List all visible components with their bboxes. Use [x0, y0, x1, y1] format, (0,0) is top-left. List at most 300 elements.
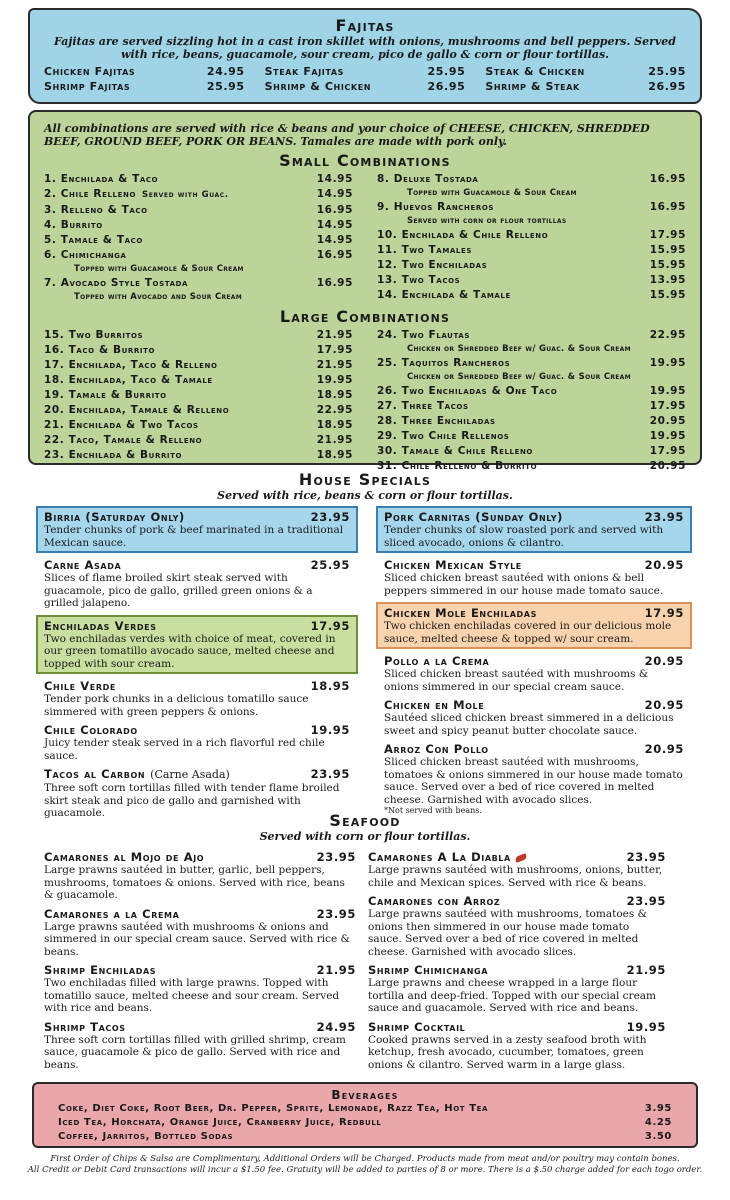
large-combos-right-column: [377, 328, 686, 474]
footer-line-2: All Credit or Debit Card transactions will incur a $1.50 fee. Gratuity will be added to parties of 8 or more. There is a $.50 charge added for each togo order.: [27, 1165, 703, 1175]
combo-price: 19.95: [316, 374, 353, 386]
item-price: 23.95: [316, 850, 356, 864]
combo-item: [44, 388, 353, 403]
item-name-text: Shrimp Chimichanga: [368, 963, 489, 977]
item-header: [44, 850, 356, 864]
combo-name: [44, 248, 313, 263]
combo-price: 21.95: [316, 329, 353, 341]
beverage-row: [58, 1102, 672, 1116]
item-price: 21.95: [316, 963, 356, 977]
combo-name: [377, 258, 646, 273]
combo-subnote: Chicken or Shredded Beef w/ Guac. & Sour Cream: [407, 372, 631, 382]
fajitas-panel: [28, 8, 702, 104]
combo-price: 18.95: [316, 389, 353, 401]
combo-item: [44, 276, 353, 291]
house-specials-left-column: [44, 506, 350, 825]
combo-note: Served with Guac.: [142, 190, 229, 200]
item-price: 23.95: [310, 510, 350, 524]
item-footnote: *Not served with beans.: [384, 806, 482, 815]
item-header: [368, 850, 666, 864]
item-name-text: Chicken Mexican Style: [384, 558, 522, 572]
seafood-left-column: [44, 850, 356, 1076]
combo-price: 22.95: [316, 404, 353, 416]
combo-item: [377, 172, 686, 187]
menu-item: [485, 64, 686, 79]
item-name: [44, 963, 309, 977]
item-header: [384, 558, 684, 572]
menu-item: [44, 723, 350, 762]
item-name: [384, 558, 637, 572]
combo-name: [377, 288, 646, 303]
menu-item: [384, 742, 684, 815]
item-price: 26.95: [648, 80, 686, 93]
item-header: [384, 654, 684, 668]
menu-item: [376, 602, 692, 649]
item-name: Steak Fajitas: [264, 65, 344, 78]
menu-item: [376, 506, 692, 553]
item-name: [44, 619, 303, 633]
combo-name-text: 5. Tamale & Taco: [44, 234, 143, 246]
combo-price: 19.95: [649, 385, 686, 397]
item-description: Juicy tender steak served in a rich flavorful red chile sauce.: [44, 737, 325, 762]
combo-item: [44, 218, 353, 233]
combinations-intro: All combinations are served with rice & beans and your choice of CHEESE, CHICKEN, SHREDDED BEEF, GROUND BEEF, PORK OR BEANS. Tamales are made with pork only.: [44, 122, 650, 148]
menu-item: [485, 79, 686, 94]
combo-item: [377, 328, 686, 343]
item-price: 17.95: [310, 618, 350, 633]
item-name-text: Camarones con Arroz: [368, 894, 501, 908]
item-header: [44, 767, 350, 782]
house-specials-subtitle: Served with rice, beans & corn or flour tortillas.: [217, 489, 513, 502]
item-name-text: Pollo a la Crema: [384, 654, 490, 668]
combo-name-text: 9. Huevos Rancheros: [377, 201, 495, 213]
combo-price: 18.95: [316, 419, 353, 431]
item-name-text: Shrimp Enchiladas: [44, 963, 157, 977]
combo-subnote: Topped with Guacamole & Sour Cream: [407, 188, 577, 198]
combo-name: [44, 403, 313, 418]
item-header: [384, 698, 684, 712]
combo-name: [44, 328, 313, 343]
beverage-name: Iced Tea, Horchata, Orange Juice, Cranberry Juice, Redbull: [58, 1117, 382, 1128]
combo-price: 16.95: [316, 249, 353, 261]
small-combos-left-column: [44, 172, 353, 304]
combo-subnote: Served with corn or flour tortillas: [407, 216, 567, 226]
item-name: [44, 679, 303, 693]
combo-item: [44, 172, 353, 187]
item-price: 20.95: [644, 698, 684, 712]
item-name-text: Pork Carnitas (Sunday Only): [384, 510, 564, 524]
combo-name-text: 20. Enchilada, Tamale & Relleno: [44, 404, 230, 416]
combo-price: 15.95: [649, 289, 686, 301]
item-name: [368, 1020, 619, 1034]
item-header: [44, 963, 356, 977]
menu-item: [44, 79, 245, 94]
item-price: 25.95: [427, 65, 466, 78]
item-name-text: Camarones al Mojo de Ajo: [44, 850, 205, 864]
combo-price: 14.95: [316, 173, 353, 185]
combo-name: [377, 228, 646, 243]
item-name-text: Shrimp Tacos: [44, 1019, 126, 1034]
item-price: 23.95: [644, 510, 684, 524]
menu-item: [44, 558, 350, 610]
combo-name-text: 27. Three Tacos: [377, 400, 469, 412]
combo-name: [44, 358, 313, 373]
combo-price: 17.95: [649, 445, 686, 457]
item-name: Chicken Fajitas: [44, 65, 136, 78]
item-description: Large prawns sautéed in butter, garlic, bell peppers, mushrooms, tomatoes & onions. Served with rice, beans & guacamole.: [44, 864, 345, 901]
combo-price: 17.95: [316, 344, 353, 356]
item-name: [384, 742, 637, 756]
item-price: 24.95: [316, 1019, 356, 1034]
combo-name-text: 25. Taquitos Rancheros: [377, 357, 511, 369]
item-description: Sliced chicken breast sautéed with mushrooms, tomatoes & onions simmered in our house made tomato sauce. Served over a bed of rice covered in melted cheese. Garnished with avocado slices.: [384, 756, 683, 806]
combo-item: [377, 228, 686, 243]
item-price: 26.95: [427, 80, 466, 93]
item-price: 25.95: [206, 80, 245, 93]
item-name-extra: (Carne Asada): [150, 768, 230, 781]
item-description: Sliced chicken breast sautéed with onions & bell peppers simmered in our house made tomato sauce.: [384, 572, 664, 597]
combo-price: 14.95: [316, 219, 353, 231]
combo-name-text: 2. Chile Relleno: [44, 188, 136, 200]
combo-name: [44, 187, 313, 203]
combo-item: [44, 403, 353, 418]
item-name: [368, 850, 619, 864]
combo-name: [377, 444, 646, 459]
item-name-text: Camarones a la Crema: [44, 906, 180, 921]
item-description: Large prawns sautéed with mushrooms, onions, butter, chile and Mexican spices. Served with rice & beans.: [368, 864, 663, 889]
combo-name-text: 12. Two Enchiladas: [377, 259, 488, 271]
item-name-text: Arroz Con Pollo: [384, 742, 489, 756]
combo-name-text: 6. Chimichanga: [44, 249, 127, 261]
menu-item: [368, 963, 666, 1015]
combo-item: [44, 203, 353, 218]
combo-price: 15.95: [649, 259, 686, 271]
combo-price: 16.95: [316, 277, 353, 289]
menu-item: [44, 907, 356, 959]
combo-item: [377, 356, 686, 371]
combo-name: [44, 373, 313, 388]
combo-name: [377, 172, 646, 187]
combo-item: [377, 258, 686, 273]
combo-name-text: 8. Deluxe Tostada: [377, 173, 479, 185]
item-name: Shrimp Fajitas: [44, 80, 131, 93]
combo-name: [44, 233, 313, 248]
combo-name: [44, 418, 313, 433]
item-name: Shrimp & Steak: [485, 80, 580, 93]
combo-price: 13.95: [649, 274, 686, 286]
combo-name-text: 23. Enchilada & Burrito: [44, 449, 183, 461]
item-header: [44, 723, 350, 737]
combo-name-text: 4. Burrito: [44, 219, 103, 231]
item-price: 23.95: [310, 767, 350, 781]
item-price: 18.95: [310, 679, 350, 693]
item-name-text: Chile Colorado: [44, 723, 138, 737]
combo-name: [377, 273, 646, 288]
item-name: [44, 510, 303, 524]
item-name-text: Enchiladas Verdes: [44, 618, 157, 633]
combo-item: [44, 448, 353, 463]
menu-item: [368, 1020, 666, 1072]
menu-item: [368, 850, 666, 889]
combo-item: [377, 243, 686, 258]
item-name: [44, 723, 303, 737]
combo-item: [44, 373, 353, 388]
fajitas-list: [44, 64, 686, 94]
combo-name: [44, 276, 313, 291]
item-description: Tender pork chunks in a delicious tomatillo sauce simmered with green peppers & onions.: [44, 693, 309, 718]
seafood-right-column: [368, 850, 666, 1076]
combo-name: [377, 429, 646, 444]
combo-item: [44, 343, 353, 358]
item-name-text: Camarones A La Diabla: [368, 850, 511, 864]
menu-item: [36, 615, 358, 675]
item-name: [368, 894, 619, 908]
combo-price: 18.95: [316, 449, 353, 461]
combo-price: 22.95: [649, 329, 686, 341]
item-name: [44, 558, 303, 572]
item-name-text: Carne Asada: [44, 558, 122, 572]
combo-name: [44, 433, 313, 448]
item-description: Slices of flame broiled skirt steak served with guacamole, pico de gallo, grilled green onions & a grilled jalapeno.: [44, 572, 313, 609]
item-description: Sliced chicken breast sautéed with mushrooms & onions simmered in our special cream sauce.: [384, 668, 649, 693]
item-price: 20.95: [644, 654, 684, 668]
beverage-name: Coffee, Jarritos, Bottled Sodas: [58, 1131, 234, 1142]
combo-item: [377, 384, 686, 399]
combo-name: [377, 399, 646, 414]
item-name: [384, 606, 637, 620]
combo-name-text: 24. Two Flautas: [377, 329, 470, 341]
combo-item: [377, 200, 686, 215]
chili-pepper-icon: [514, 853, 527, 863]
item-name: [384, 510, 637, 524]
combo-price: 17.95: [649, 400, 686, 412]
combo-price: 17.95: [649, 229, 686, 241]
combo-name-text: 21. Enchilada & Two Tacos: [44, 419, 199, 431]
item-header: [44, 1020, 356, 1034]
item-header: [44, 558, 350, 572]
seafood-subtitle: Served with corn or flour tortillas.: [259, 830, 471, 843]
beverages-title: Beverages: [331, 1088, 399, 1102]
combo-name: [377, 328, 646, 343]
combo-name: [44, 343, 313, 358]
combo-name: [377, 243, 646, 258]
item-price: 19.95: [310, 723, 350, 737]
combo-item: [377, 399, 686, 414]
combo-subnote: Topped with Avocado and Sour Cream: [74, 292, 243, 302]
combo-item: [377, 444, 686, 459]
combo-name: [377, 414, 646, 429]
beverage-price: 3.50: [644, 1131, 672, 1142]
combo-price: 16.95: [649, 201, 686, 213]
menu-item: [36, 506, 358, 553]
item-header: [44, 679, 350, 693]
item-name-text: Shrimp Cocktail: [368, 1019, 466, 1034]
combo-subnote: Chicken or Shredded Beef w/ Guac. & Sour Cream: [407, 344, 631, 354]
seafood-title: Seafood: [329, 811, 401, 830]
house-specials-right-column: [384, 506, 684, 820]
menu-item: [368, 894, 666, 958]
item-name: Shrimp & Chicken: [264, 80, 372, 93]
item-price: 23.95: [316, 906, 356, 921]
item-price: 25.95: [310, 558, 350, 572]
item-name: [44, 767, 303, 782]
combo-name-text: 7. Avocado Style Tostada: [44, 277, 189, 289]
combo-name-text: 26. Two Enchiladas & One Taco: [377, 385, 558, 397]
item-header: [44, 510, 350, 524]
fajitas-title: Fajitas: [335, 16, 395, 35]
combo-item: [44, 248, 353, 263]
combo-price: 19.95: [649, 357, 686, 369]
combo-name-text: 10. Enchilada & Chile Relleno: [377, 229, 549, 241]
combo-name: [377, 356, 646, 371]
item-price: 20.95: [644, 742, 684, 756]
menu-item: [384, 654, 684, 693]
item-header: [44, 619, 350, 633]
item-name-text: Tacos al Carbon: [44, 767, 146, 781]
combo-name: [44, 388, 313, 403]
combo-item: [44, 358, 353, 373]
combo-price: 16.95: [649, 173, 686, 185]
house-specials-title: House Specials: [298, 470, 432, 489]
combo-name-text: 29. Two Chile Rellenos: [377, 430, 510, 442]
item-price: 19.95: [626, 1019, 666, 1034]
item-description: Large prawns sautéed with mushrooms, tomatoes & onions then simmered in our house made tomato sauce. Served over a bed of rice covered in melted cheese. Garnished with avocado slices.: [368, 908, 647, 958]
combo-name: [44, 172, 313, 187]
item-description: Two enchiladas verdes with choice of meat, covered in our green tomatillo avocado sauce, melted cheese and topped with sour cream.: [44, 632, 336, 670]
menu-item: [44, 64, 245, 79]
combo-price: 16.95: [316, 204, 353, 216]
fajitas-intro: Fajitas are served sizzling hot in a cast iron skillet with onions, mushrooms and bell peppers. Served with rice, beans, guacamole, sour cream, pico de gallo & corn or flour tortillas.: [54, 35, 676, 61]
combo-item: [44, 433, 353, 448]
item-description: Two enchiladas filled with large prawns. Topped with tomatillo sauce, melted cheese and sour cream. Served with rice and beans.: [44, 977, 340, 1014]
item-name-text: Chicken Mole Enchiladas: [384, 606, 537, 620]
combo-item: [377, 288, 686, 303]
combo-price: 21.95: [316, 359, 353, 371]
combinations-panel: [28, 110, 702, 472]
combo-item: [44, 233, 353, 248]
combo-name: [377, 384, 646, 399]
large-combinations-list: [44, 328, 686, 474]
item-description: Large prawns and cheese wrapped in a large flour tortilla and deep-fried. Topped with our special cream sauce and guacamole. Served with rice and beans.: [368, 977, 657, 1014]
combo-item: [44, 418, 353, 433]
combo-item: [377, 429, 686, 444]
combo-name-text: 15. Two Burritos: [44, 329, 144, 341]
item-description: Two chicken enchiladas covered in our delicious mole sauce, melted cheese & topped w/ sour cream.: [384, 620, 672, 645]
small-combos-right-column: [377, 172, 686, 304]
beverage-price: 3.95: [644, 1103, 672, 1114]
item-description: Three soft corn tortillas filled with grilled shrimp, cream sauce, guacamole & pico de gallo. Served with rice and beans.: [44, 1033, 346, 1071]
item-name-text: Birria (Saturday Only): [44, 510, 185, 524]
combo-name-text: 30. Tamale & Chile Relleno: [377, 445, 533, 457]
combo-item: [377, 414, 686, 429]
combo-name-text: 11. Two Tamales: [377, 244, 472, 256]
item-name: [44, 907, 309, 921]
item-header: [384, 606, 684, 620]
item-description: Large prawns sautéed with mushrooms & onions and simmered in our special cream sauce. Served with rice & beans.: [44, 920, 350, 958]
item-header: [384, 510, 684, 524]
menu-item: [384, 558, 684, 597]
item-description: Tender chunks of slow roasted pork and served with sliced avocado, onions & cilantro.: [384, 524, 664, 549]
item-name: [384, 654, 637, 668]
item-name-text: Chile Verde: [44, 679, 116, 693]
item-description: Cooked prawns served in a zesty seafood broth with ketchup, fresh avocado, cucumber, tomatoes, green onions & cilantro. Served warm in a large glass.: [368, 1033, 647, 1071]
combo-name-text: 14. Enchilada & Tamale: [377, 289, 511, 301]
small-combinations-list: [44, 172, 686, 304]
combo-name: [44, 218, 313, 233]
combo-price: 19.95: [649, 430, 686, 442]
item-name-text: Chicken en Mole: [384, 698, 485, 712]
combo-name-text: 22. Taco, Tamale & Relleno: [44, 434, 203, 446]
footer-line-1: First Order of Chips & Salsa are Complimentary, Additional Orders will be Charged. Products made from meat and/or poultry may contain bones.: [50, 1154, 680, 1164]
item-price: 25.95: [648, 65, 686, 78]
beverage-price: 4.25: [644, 1117, 672, 1128]
menu-item: [44, 1020, 356, 1072]
combo-name-text: 17. Enchilada, Taco & Relleno: [44, 359, 218, 371]
item-price: 24.95: [206, 65, 245, 78]
combo-name-text: 3. Relleno & Taco: [44, 204, 148, 216]
combo-name-text: 1. Enchilada & Taco: [44, 173, 159, 185]
menu-item: [384, 698, 684, 737]
menu-item: [44, 850, 356, 902]
combo-name-text: 19. Tamale & Burrito: [44, 389, 167, 401]
item-header: [368, 1020, 666, 1034]
item-description: Three soft corn tortillas filled with tender flame broiled skirt steak and pico de gallo and garnished with guacamole.: [44, 782, 340, 819]
beverage-row: [58, 1130, 672, 1144]
item-name: [368, 963, 619, 977]
item-header: [368, 963, 666, 977]
item-name: [384, 698, 637, 712]
combo-name: [44, 203, 313, 218]
combo-name-text: 31. Chile Relleno & Burrito: [377, 460, 538, 472]
item-header: [384, 742, 684, 756]
combo-subnote: Topped with Guacamole & Sour Cream: [74, 264, 244, 274]
beverage-row: [58, 1116, 672, 1130]
combo-price: 20.95: [649, 415, 686, 427]
item-description: Tender chunks of pork & beef marinated in a traditional Mexican sauce.: [44, 524, 344, 549]
menu-item: [265, 79, 466, 94]
item-name: Steak & Chicken: [485, 65, 585, 78]
beverage-name: Coke, Diet Coke, Root Beer, Dr. Pepper, Sprite, Lemonade, Razz Tea, Hot Tea: [58, 1103, 489, 1114]
item-name: [44, 1020, 309, 1034]
item-price: 20.95: [644, 558, 684, 572]
combo-item: [44, 187, 353, 203]
beverages-panel: [32, 1082, 698, 1148]
combo-name-text: 16. Taco & Burrito: [44, 344, 155, 356]
combo-price: 14.95: [316, 234, 353, 246]
combo-name-text: 13. Two Tacos: [377, 274, 461, 286]
combo-item: [377, 273, 686, 288]
item-price: 23.95: [626, 894, 666, 908]
menu-item: [44, 679, 350, 718]
combo-price: 20.95: [649, 460, 686, 472]
combo-item: [44, 328, 353, 343]
item-price: 23.95: [626, 850, 666, 864]
menu-item: [44, 963, 356, 1015]
large-combinations-title: Large Combinations: [279, 307, 451, 326]
item-price: 21.95: [626, 963, 666, 977]
footer-notes: [20, 1154, 710, 1176]
combo-price: 14.95: [316, 188, 353, 200]
combo-price: 21.95: [316, 434, 353, 446]
item-name: [44, 850, 309, 864]
combo-name-text: 28. Three Enchiladas: [377, 415, 496, 427]
small-combinations-title: Small Combinations: [279, 151, 451, 170]
item-price: 17.95: [644, 606, 684, 620]
combo-name-text: 18. Enchilada, Taco & Tamale: [44, 374, 213, 386]
large-combos-left-column: [44, 328, 353, 474]
item-header: [368, 894, 666, 908]
combo-price: 15.95: [649, 244, 686, 256]
